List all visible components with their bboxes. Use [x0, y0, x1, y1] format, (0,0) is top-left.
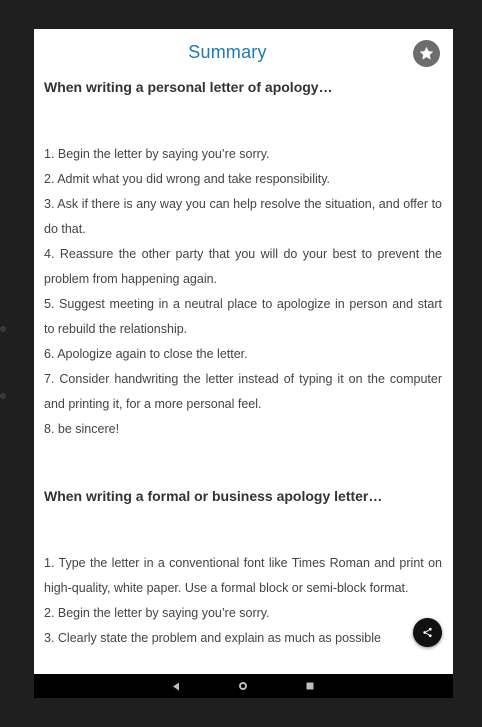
list-item: 2. Begin the letter by saying you’re sorry. — [44, 606, 270, 620]
nav-recents-button[interactable] — [302, 678, 318, 694]
list-item: 3. Clearly state the problem and explain as much as possible — [44, 631, 381, 645]
section-heading-formal: When writing a formal or business apology letter… — [44, 488, 383, 504]
list-item: 7. Consider handwriting the letter instead of typing it on the computer and printing it, for a more personal feel. — [44, 372, 442, 411]
system-nav-bar — [34, 674, 453, 698]
side-dot-bottom — [0, 393, 6, 399]
spacer — [44, 100, 442, 142]
back-triangle-icon — [172, 682, 180, 691]
nav-home-button[interactable] — [235, 678, 251, 694]
summary-content — [44, 75, 442, 651]
home-circle-icon — [238, 681, 248, 691]
share-button[interactable] — [413, 618, 442, 647]
app-screen — [34, 29, 453, 674]
favorite-button[interactable] — [413, 40, 440, 67]
page-title: Summary — [188, 42, 267, 62]
list-item: 5. Suggest meeting in a neutral place to apologize in person and start to rebuild the relationship. — [44, 297, 442, 336]
list-item: 4. Reassure the other party that you will do your best to prevent the problem from happening again. — [44, 247, 442, 286]
app-header — [34, 29, 453, 75]
share-icon — [422, 627, 433, 638]
list-item: 2. Admit what you did wrong and take responsibility. — [44, 172, 331, 186]
list-item: 3. Ask if there is any way you can help resolve the situation, and offer to do that. — [44, 197, 442, 236]
list-item: 1. Begin the letter by saying you’re sorry. — [44, 147, 270, 161]
star-icon — [418, 45, 435, 62]
list-item: 8. be sincere! — [44, 422, 120, 436]
list-item: 1. Type the letter in a conventional font like Times Roman and print on high-quality, white paper. Use a formal block or semi-block format. — [44, 556, 442, 595]
list-item: 6. Apologize again to close the letter. — [44, 347, 248, 361]
spacer — [44, 442, 442, 484]
side-dot-top — [0, 326, 6, 332]
nav-back-button[interactable] — [168, 678, 184, 694]
spacer — [44, 509, 442, 551]
recents-square-icon — [306, 682, 314, 690]
section-heading-personal: When writing a personal letter of apology… — [44, 79, 333, 95]
